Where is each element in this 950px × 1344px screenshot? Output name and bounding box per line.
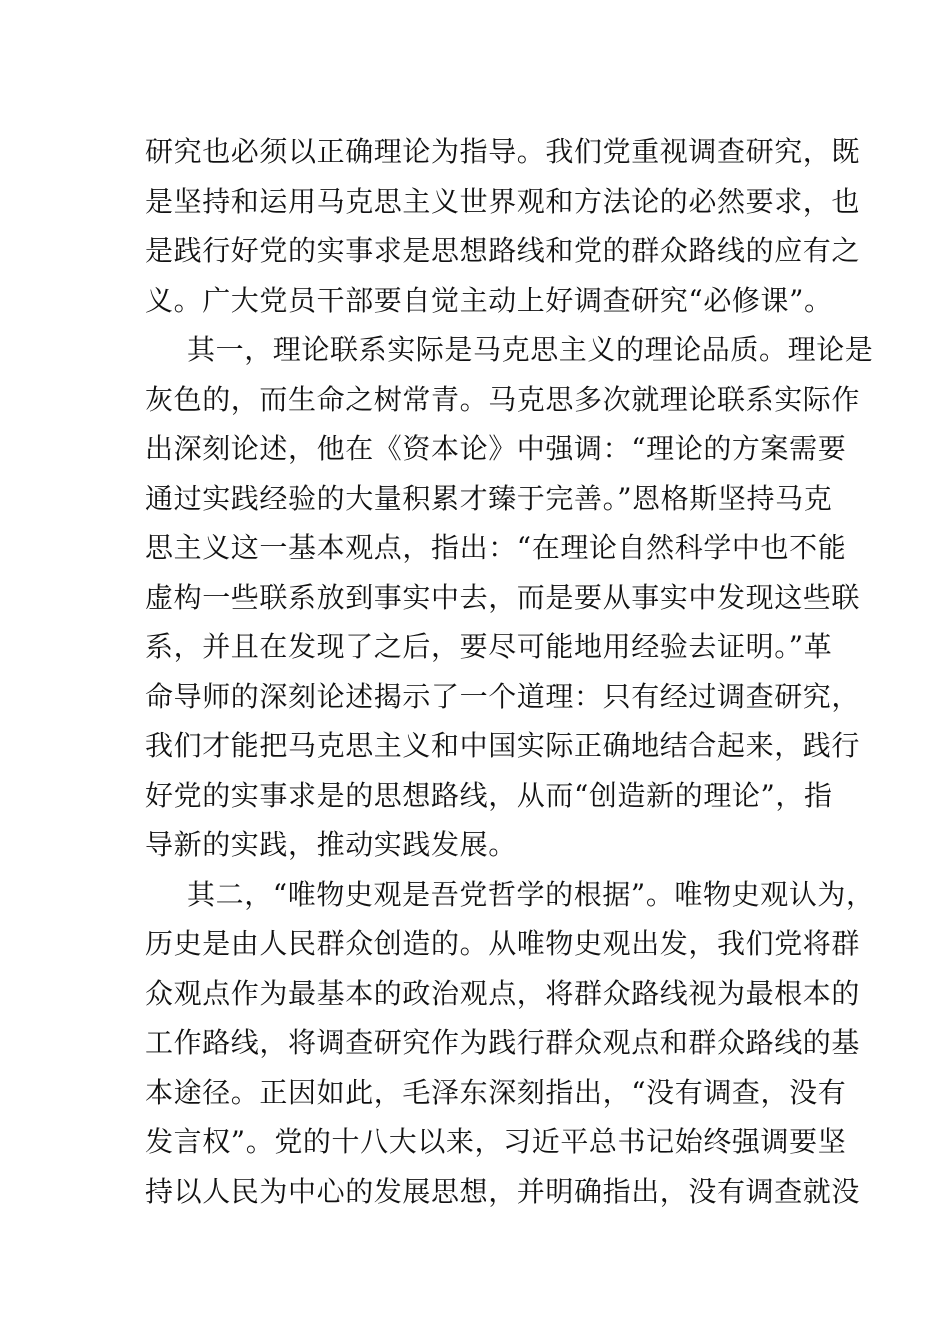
text-line: 好党的实事求是的思想路线，从而“创造新的理论”，指 [145,779,833,812]
text-line: 工作路线，将调查研究作为践行群众观点和群众路线的基 [145,1026,861,1059]
text-line: 研究也必须以正确理论为指导。我们党重视调查研究，既 [145,135,861,168]
text-line: 系，并且在发现了之后，要尽可能地用经验去证明。”革 [145,630,833,663]
text-line: 出深刻论述，他在《资本论》中强调：“理论的方案需要 [145,432,847,465]
text-line: 是践行好党的实事求是思想路线和党的群众路线的应有之 [145,234,861,267]
text-line: 思主义这一基本观点，指出：“在理论自然科学中也不能 [145,531,847,564]
text-line: 我们才能把马克思主义和中国实际正确地结合起来，践行 [145,729,861,762]
text-line: 命导师的深刻论述揭示了一个道理：只有经过调查研究， [145,680,861,713]
paragraph-first-line: 其一，理论联系实际是马克思主义的理论品质。理论是 [187,333,874,366]
text-line: 众观点作为最基本的政治观点，将群众路线视为最根本的 [145,977,861,1010]
paragraph-first-line: 其二，“唯物史观是吾党哲学的根据”。唯物史观认为， [187,878,875,911]
text-line: 义。广大党员干部要自觉主动上好调查研究“必修课”。 [145,284,833,317]
text-line: 通过实践经验的大量积累才臻于完善。”恩格斯坚持马克 [145,482,833,515]
text-line: 灰色的，而生命之树常青。马克思多次就理论联系实际作 [145,383,861,416]
text-line: 本途径。正因如此，毛泽东深刻指出，“没有调查，没有 [145,1076,847,1109]
text-line: 发言权”。党的十八大以来，习近平总书记始终强调要坚 [145,1125,847,1158]
text-line: 是坚持和运用马克思主义世界观和方法论的必然要求，也 [145,185,861,218]
text-line: 虚构一些联系放到事实中去，而是要从事实中发现这些联 [145,581,861,614]
text-line: 历史是由人民群众创造的。从唯物史观出发，我们党将群 [145,927,861,960]
text-line: 持以人民为中心的发展思想，并明确指出，没有调查就没 [145,1175,861,1208]
text-line: 导新的实践，推动实践发展。 [145,828,517,861]
